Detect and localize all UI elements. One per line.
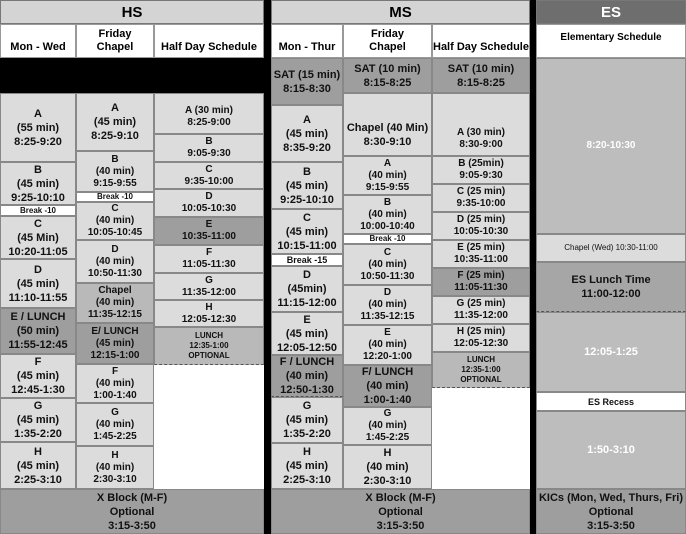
column-header-line: Half Day Schedule [433, 41, 529, 53]
block-line: D [303, 269, 311, 281]
block-line: (45 min) [16, 459, 60, 472]
block-line: 9:35-10:00 [184, 175, 234, 187]
block-line: 11:05-11:30 [454, 282, 508, 293]
hs-hd-h [154, 300, 264, 327]
es-chapel [536, 234, 686, 262]
block-line: A [303, 113, 311, 126]
block-line: D [111, 243, 119, 255]
ms-fr-break [343, 234, 432, 244]
block-line: (45min) [287, 283, 327, 295]
block-line: H [303, 446, 311, 458]
hs-hd-b [154, 134, 264, 162]
block-line: F/ LUNCH [361, 366, 414, 378]
block-line: 10:35-11:00 [454, 254, 508, 265]
block-line: OPTIONAL [460, 375, 502, 384]
block-line: C [34, 217, 42, 230]
block-line: KICs (Mon, Wed, Thurs, Fri) [538, 491, 683, 504]
block-line: H [111, 449, 119, 461]
hs-mw-g [0, 398, 76, 442]
block-line: (40 min) [95, 461, 135, 473]
ms-hd-b [432, 156, 530, 184]
ms-hd-a [432, 93, 530, 156]
block-line: B [111, 153, 119, 165]
es-recess [536, 392, 686, 411]
block-line: (40 min) [368, 169, 407, 181]
block-line: 11:35-12:00 [454, 310, 508, 321]
block-line: 9:05-9:30 [459, 170, 503, 181]
hs-mw-break [0, 205, 76, 216]
hs-mw-a [0, 93, 76, 162]
hs-fr-b [76, 151, 154, 192]
block-line: H (25 min) [456, 326, 506, 337]
block-line: X Block (M-F) [365, 491, 436, 504]
block-line: 12:05-12:30 [453, 338, 509, 349]
block-line: A [383, 157, 392, 169]
block-line: 11:35-12:15 [360, 311, 415, 322]
ms-hd-f [432, 268, 530, 296]
block-line: 8:35-9:20 [283, 141, 331, 154]
ms-fr-a [343, 156, 432, 195]
block-line: 3:15-3:50 [587, 519, 635, 532]
block-line: G (25 min) [456, 298, 506, 309]
block-line: (40 min) [368, 258, 407, 270]
block-line: 9:15-9:55 [365, 181, 410, 193]
block-line: 12:35-1:00 [461, 365, 501, 374]
section-divider [264, 0, 271, 534]
block-line: 12:20-1:00 [363, 351, 412, 362]
section-header-es: ES [536, 0, 686, 24]
hs-hd-lunch [154, 327, 264, 365]
block-line: (40 min) [368, 299, 407, 310]
es-morning [536, 58, 686, 234]
block-line: (40 min) [366, 461, 409, 473]
ms-fr-g [343, 407, 432, 445]
block-line: F [111, 365, 119, 377]
block-line: SAT (15 min) [273, 68, 341, 81]
block-line: Break -10 [369, 234, 406, 243]
block-line: A (30 min) [457, 127, 505, 138]
block-line: 9:15-9:55 [93, 177, 137, 189]
block-line: 8:15-8:25 [457, 76, 505, 89]
block-line: (45 min) [285, 327, 329, 340]
block-line: (45 min) [285, 179, 329, 192]
block-line: F [34, 356, 42, 368]
block-line: ES Recess [587, 396, 635, 407]
block-line: 9:35-10:00 [456, 198, 506, 209]
block-line: Optional [378, 505, 423, 518]
block-line: LUNCH [467, 355, 495, 364]
block-line: 1:35-2:20 [14, 428, 62, 440]
block-line: 12:45-1:30 [11, 384, 65, 396]
ms-mt-e [271, 312, 343, 355]
block-line: (45 min) [16, 277, 60, 290]
hs-mw-d [0, 259, 76, 308]
ms-fr-e [343, 325, 432, 365]
block-line: E [303, 313, 311, 326]
hs-xblock [0, 489, 264, 534]
es-afternoon [536, 411, 686, 489]
hs-hd-f [154, 245, 264, 273]
ms-hd-c [432, 184, 530, 212]
hs-fr-chapel [76, 283, 154, 323]
block-line: B [303, 165, 311, 178]
block-line: (40 min) [368, 420, 407, 431]
block-line: 2:25-3:10 [283, 474, 331, 486]
block-line: (45 min) [285, 460, 329, 472]
column-header-hs-halfday [154, 24, 264, 58]
ms-mt-b [271, 162, 343, 209]
ms-fr-d [343, 285, 432, 325]
column-header-line: Elementary Schedule [560, 31, 662, 43]
block-line: Break -15 [286, 255, 328, 265]
block-line: SAT (10 min) [447, 62, 515, 75]
block-line: 9:25-10:10 [11, 191, 65, 204]
block-line: (40 min) [285, 370, 329, 382]
block-line: C [111, 203, 119, 214]
block-line: F / LUNCH [279, 356, 335, 368]
block-line: 10:05-10:30 [453, 226, 509, 237]
hs-fr-a [76, 93, 154, 151]
block-line: 10:20-11:05 [8, 245, 68, 258]
block-line: 1:50-3:10 [587, 444, 635, 456]
hs-hd-a [154, 93, 264, 134]
block-line: 10:50-11:30 [360, 270, 415, 282]
column-header-es-elementary [536, 24, 686, 58]
ms-mt-a [271, 105, 343, 162]
block-line: (45 min) [95, 337, 135, 349]
block-line: (45 min) [16, 414, 60, 426]
block-line: 1:00-1:40 [93, 389, 137, 401]
hs-hd-g [154, 273, 264, 300]
block-line: 11:55-12:45 [8, 339, 68, 351]
block-line: (45 min) [93, 116, 137, 128]
block-line: (45 min) [16, 177, 60, 190]
block-line: D [383, 287, 392, 298]
block-line: (40 min) [95, 377, 135, 389]
block-line: D (25 min) [456, 214, 506, 225]
block-line: 11:00-12:00 [581, 288, 641, 300]
hs-hd-d [154, 189, 264, 217]
ms-fr-f-lunch [343, 365, 432, 407]
hs-fr-g [76, 403, 154, 446]
block-line: 8:25-9:10 [91, 130, 139, 142]
block-line: Chapel (Wed) 10:30-11:00 [564, 243, 658, 252]
ms-fr-b [343, 195, 432, 234]
hs-fr-f [76, 364, 154, 403]
hs-fr-c [76, 202, 154, 240]
column-header-hs-mon-wed [0, 24, 76, 58]
block-line: D [205, 191, 213, 202]
block-line: (45 min) [285, 225, 329, 238]
section-header-ms: MS [271, 0, 530, 24]
block-line: Break -10 [19, 205, 57, 215]
block-line: 11:10-11:55 [8, 291, 68, 304]
block-line: (45 min) [285, 414, 329, 426]
column-header-line: Friday [370, 28, 404, 40]
ms-fr-c [343, 244, 432, 285]
block-line: Break -10 [96, 192, 134, 201]
block-line: 10:05-10:30 [181, 203, 237, 214]
block-line: (40 min) [368, 339, 407, 350]
ms-hd-h [432, 324, 530, 352]
block-line: 10:50-11:30 [88, 267, 142, 279]
block-line: 12:05-1:25 [584, 346, 638, 358]
block-line: (45 min) [16, 370, 60, 382]
es-kics [536, 489, 686, 534]
block-line: 1:35-2:20 [283, 428, 331, 440]
block-line: Optional [588, 505, 634, 518]
column-header-line: Chapel [96, 41, 134, 53]
hs-fr-break [76, 192, 154, 202]
hs-fr-h [76, 446, 154, 489]
block-line: (55 min) [16, 121, 60, 134]
block-line: (45 Min) [17, 231, 59, 244]
ms-hd-sat [432, 58, 530, 93]
block-line: H [34, 445, 42, 458]
block-line: B (25min) [458, 158, 504, 169]
ms-mt-c [271, 209, 343, 254]
ms-mt-f-lunch [271, 355, 343, 397]
ms-mt-h [271, 443, 343, 489]
section-header-hs: HS [0, 0, 264, 24]
block-line: 11:35-12:15 [88, 309, 142, 320]
block-line: (40 min) [95, 215, 135, 226]
block-line: H [383, 447, 392, 459]
block-line: Chapel (40 Min) [346, 122, 429, 134]
block-line: LUNCH [195, 331, 223, 340]
block-line: 1:45-2:25 [365, 432, 410, 443]
block-line: (50 min) [16, 325, 60, 337]
block-line: (45 min) [285, 127, 329, 140]
block-line: (40 min) [95, 165, 135, 177]
block-line: G [33, 400, 43, 412]
block-line: E [384, 327, 391, 338]
column-header-line: Chapel [369, 41, 406, 53]
ms-hd-e [432, 240, 530, 268]
ms-hd-g [432, 296, 530, 324]
block-line: (40 min) [95, 418, 135, 430]
hs-hd-c [154, 162, 264, 189]
block-line: E (25 min) [457, 242, 505, 253]
block-line: 11:05-11:30 [182, 259, 236, 270]
block-line: C [205, 163, 213, 175]
ms-hd-lunch [432, 352, 530, 388]
block-line: H [205, 301, 213, 313]
hs-empty-band [0, 58, 264, 93]
block-line: 1:45-2:25 [93, 430, 137, 442]
column-header-hs-friday [76, 24, 154, 58]
block-line: E / LUNCH [10, 311, 66, 323]
block-line: 8:15-8:25 [363, 76, 412, 89]
column-header-line: Mon - Thur [278, 41, 336, 53]
block-line: C (25 min) [456, 186, 506, 197]
block-line: A [111, 102, 119, 114]
column-header-ms-friday [343, 24, 432, 58]
hs-mw-c [0, 216, 76, 259]
block-line: 12:15-1:00 [90, 349, 140, 361]
block-line: B [205, 136, 213, 147]
column-header-line: Half Day Schedule [161, 41, 257, 53]
block-line: 9:25-10:10 [280, 193, 334, 206]
hs-fr-d [76, 240, 154, 283]
block-line: 2:30-3:10 [363, 475, 412, 487]
block-line: F (25 min) [457, 270, 505, 281]
hs-mw-h [0, 442, 76, 489]
block-line: (40 min) [95, 297, 135, 308]
hs-mw-e-lunch [0, 308, 76, 354]
block-line: 8:20-10:30 [586, 140, 636, 151]
block-line: Chapel [98, 285, 132, 296]
ms-hd-d [432, 212, 530, 240]
es-midday [536, 312, 686, 392]
block-line: G [383, 408, 392, 419]
block-line: 8:25-9:00 [187, 117, 231, 128]
block-line: ES Lunch Time [571, 274, 651, 286]
block-line: SAT (10 min) [354, 62, 421, 75]
block-line: (40 min) [368, 208, 407, 220]
hs-mw-b [0, 162, 76, 205]
column-header-line: Mon - Wed [10, 41, 66, 53]
ms-xblock [271, 489, 530, 534]
block-line: 10:15-11:00 [277, 239, 337, 252]
block-line: (40 min) [95, 255, 135, 267]
block-line: 12:50-1:30 [280, 384, 334, 396]
block-line: D [34, 263, 42, 276]
ms-mt-g [271, 397, 343, 443]
hs-fr-e-lunch [76, 323, 154, 364]
block-line: 3:15-3:50 [108, 519, 156, 532]
block-line: Optional [109, 505, 155, 518]
block-line: OPTIONAL [188, 351, 230, 360]
block-line: 1:00-1:40 [363, 394, 412, 406]
block-line: 9:05-9:30 [187, 148, 231, 159]
ms-fr-sat [343, 58, 432, 93]
block-line: (40 min) [366, 380, 409, 392]
block-line: B [34, 163, 42, 176]
block-line: F [205, 247, 213, 258]
hs-mw-f [0, 354, 76, 398]
block-line: 3:15-3:50 [376, 519, 425, 532]
block-line: 8:30-9:00 [459, 139, 503, 150]
hs-hd-e [154, 217, 264, 245]
block-line: 10:35-11:00 [182, 231, 236, 242]
ms-mt-d [271, 266, 343, 312]
block-line: 12:35-1:00 [189, 341, 229, 350]
block-line: 12:05-12:50 [277, 341, 337, 354]
block-line: E/ LUNCH [91, 325, 139, 337]
block-line: 8:25-9:20 [14, 135, 62, 148]
block-line: 11:15-12:00 [277, 297, 337, 309]
block-line: 11:35-12:00 [182, 286, 236, 298]
block-line: 10:00-10:40 [360, 220, 415, 232]
block-line: E [205, 219, 213, 230]
block-line: C [303, 211, 311, 224]
ms-fr-chapel [343, 93, 432, 156]
block-line: 2:25-3:10 [14, 473, 62, 486]
ms-mt-break [271, 254, 343, 266]
column-header-ms-mon-thur [271, 24, 343, 58]
column-header-line: Friday [98, 28, 132, 40]
column-header-ms-halfday [432, 24, 530, 58]
block-line: 12:05-12:30 [181, 313, 237, 325]
block-line: X Block (M-F) [96, 491, 168, 504]
block-line: G [205, 274, 213, 286]
block-line: C [383, 246, 392, 258]
block-line: G [111, 406, 119, 418]
block-line: A [34, 107, 42, 120]
block-line: 2:30-3:10 [93, 473, 137, 485]
block-line: 10:05-10:45 [87, 227, 143, 238]
block-line: B [383, 196, 392, 208]
block-line: 8:15-8:30 [283, 82, 331, 95]
block-line: 8:30-9:10 [363, 136, 412, 148]
ms-mt-sat [271, 58, 343, 105]
es-lunch [536, 262, 686, 312]
ms-fr-h [343, 445, 432, 489]
block-line: A (30 min) [185, 105, 233, 116]
block-line: G [302, 400, 312, 412]
